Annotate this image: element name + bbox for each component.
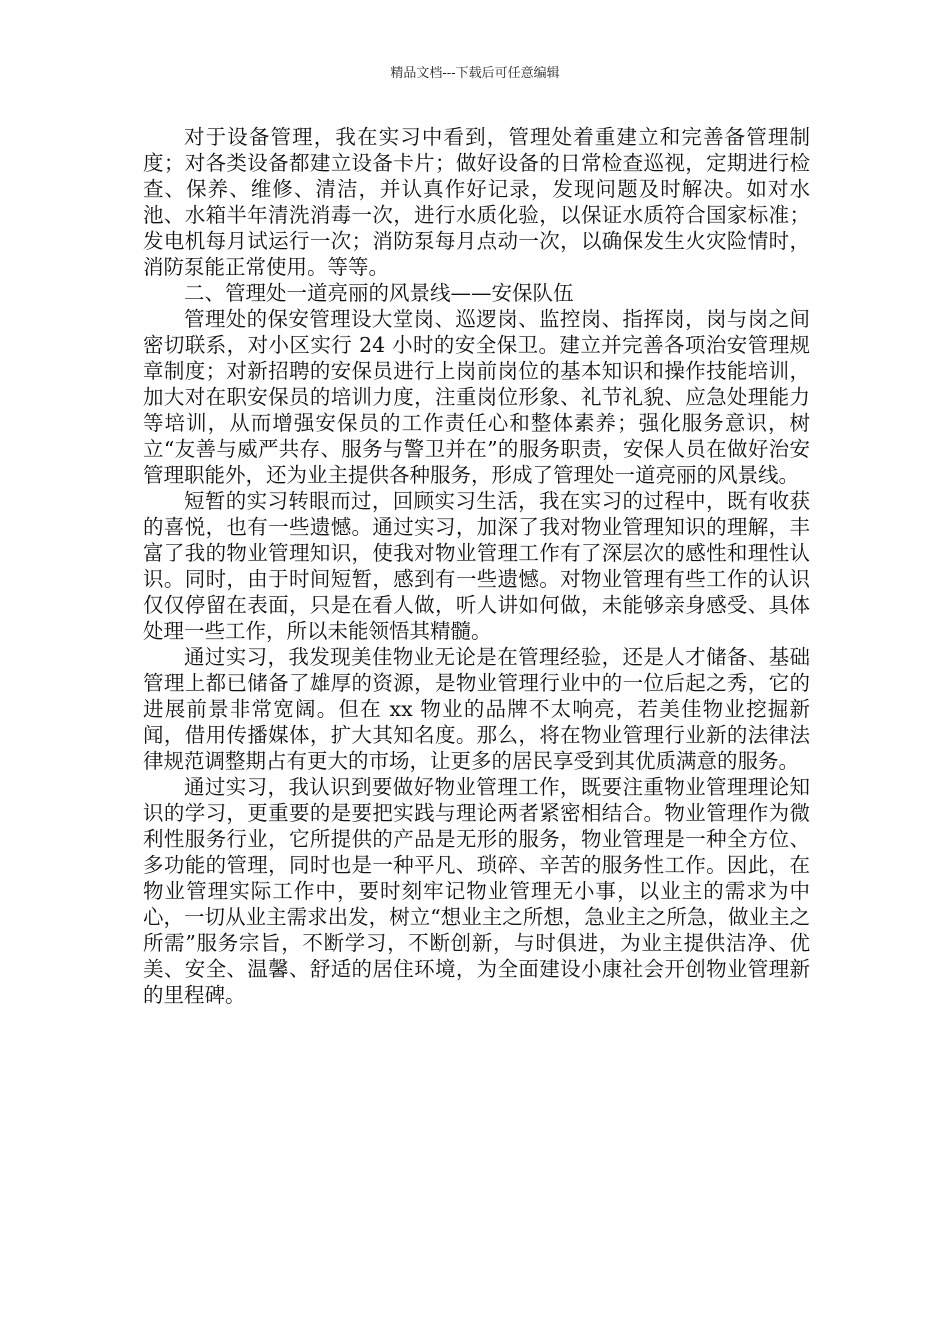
paragraph-company-prospects: 通过实习，我发现美佳物业无论是在管理经验，还是人才储备、基础管理上都已储备了雄厚的资源，是物业管理行业中的一位后起之秀，它的进展前景非常宽阔。但在 xx 物业的品牌不太响亮，若美佳物业挖掘新闻，借用传播媒体，扩大其知名度。那么，将在物业管理行业新的法律法律规范调整期占有更大的市场，让更多的居民享受到其优质满意的服务。 — [143, 645, 810, 773]
page-header: 精品文档---下载后可任意编辑 — [390, 66, 560, 81]
paragraph-conclusion: 通过实习，我认识到要做好物业管理工作，既要注重物业管理理论知识的学习，更重要的是要把实践与理论两者紧密相结合。物业管理作为微利性服务行业，它所提供的产品是无形的服务，物业管理是一种全方位、多功能的管理，同时也是一种平凡、琐碎、辛苦的服务性工作。因此，在物业管理实际工作中，要时刻牢记物业管理无小事，以业主的需求为中心，一切从业主需求出发，树立“想业主之所想，急业主之所急，做业主之所需”服务宗旨，不断学习，不断创新，与时俱进，为业主提供洁净、优美、安全、温馨、舒适的居住环境，为全面建设小康社会开创物业管理新的里程碑。 — [143, 775, 810, 1007]
paragraph-internship-reflection: 短暂的实习转眼而过，回顾实习生活，我在实习的过程中，既有收获的喜悦，也有一些遗憾。通过实习，加深了我对物业管理知识的理解，丰富了我的物业管理知识，使我对物业管理工作有了深层次的感性和理性认识。同时，由于时间短暂，感到有一些遗憾。对物业管理有些工作的认识仅仅停留在表面，只是在看人做，听人讲如何做，未能够亲身感受、具体处理一些工作，所以未能领悟其精髓。 — [143, 489, 810, 643]
section-heading-security-team: 二、管理处一道亮丽的风景线——安保队伍 — [184, 281, 574, 305]
paragraph-equipment-management: 对于设备管理，我在实习中看到，管理处着重建立和完善备管理制度；对各类设备都建立设备卡片；做好设备的日常检查巡视，定期进行检查、保养、维修、清洁，并认真作好记录，发现问题及时解决。如对水池、水箱半年清洗消毒一次，进行水质化验，以保证水质符合国家标准；发电机每月试运行一次；消防泵每月点动一次，以确保发生火灾险情时，消防泵能正常使用。等等。 — [143, 125, 810, 279]
document-body — [143, 124, 810, 1008]
paragraph-security-management: 管理处的保安管理设大堂岗、巡逻岗、监控岗、指挥岗，岗与岗之间密切联系，对小区实行 24 小时的安全保卫。建立并完善各项治安管理规章制度；对新招聘的安保员进行上岗前岗位的基本知识和操作技能培训，加大对在职安保员的培训力度，注重岗位形象、礼节礼貌、应急处理能力等培训，从而增强安保员的工作责任心和整体素养；强化服务意识，树立“友善与威严共存、服务与警卫并在”的服务职责，安保人员在做好治安管理职能外，还为业主提供各种服务，形成了管理处一道亮丽的风景线。 — [143, 307, 810, 487]
